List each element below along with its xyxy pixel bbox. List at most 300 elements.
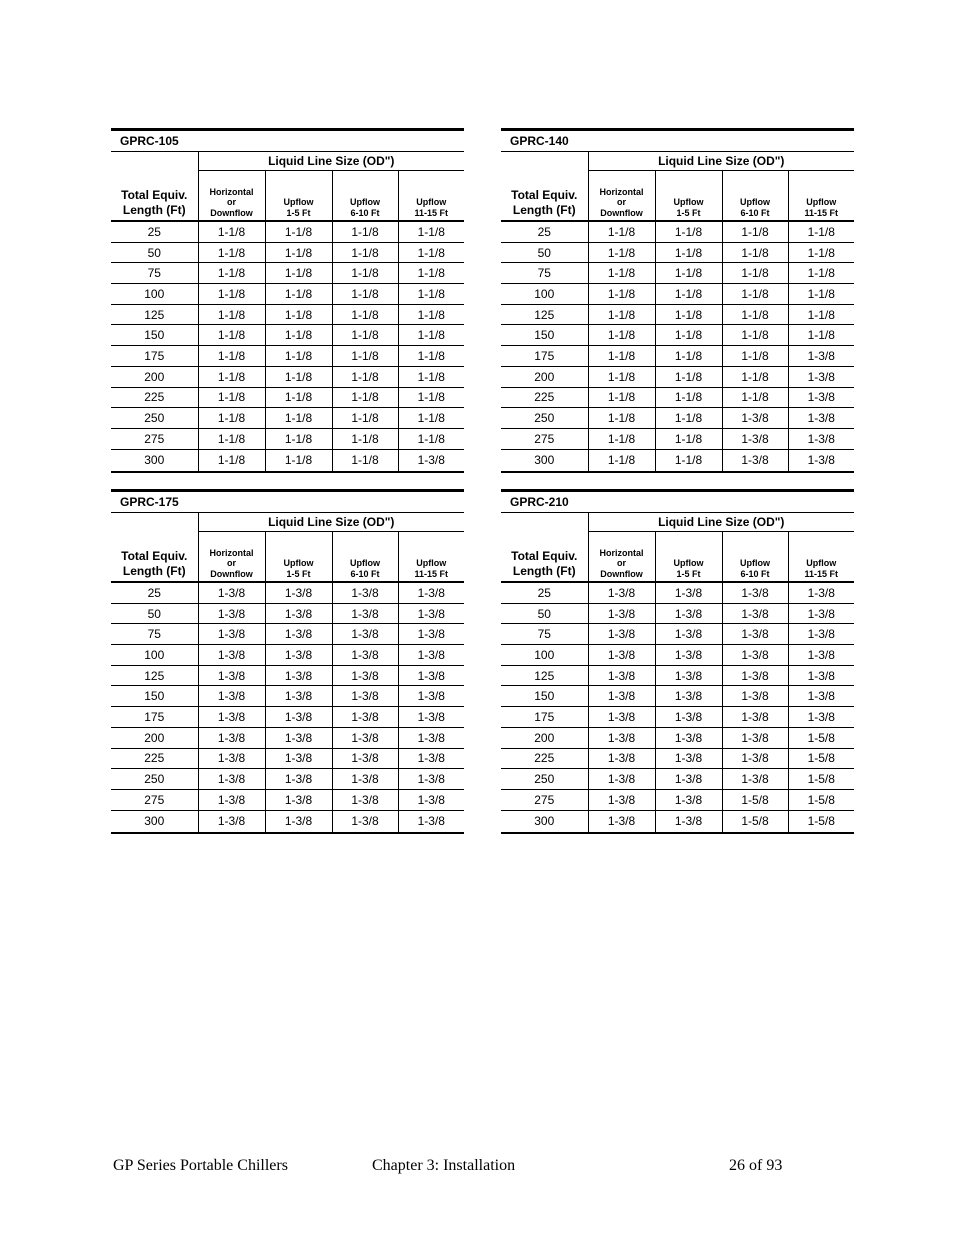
col-horizontal-header: Horizontal or Downflow [198, 171, 265, 222]
size-cell: 1-3/8 [398, 769, 464, 790]
liquid-line-size-header: Liquid Line Size (OD") [658, 154, 785, 168]
size-cell: 1-3/8 [788, 387, 854, 408]
length-cell: 75 [111, 624, 198, 645]
size-cell: 1-1/8 [332, 449, 398, 472]
size-cell: 1-1/8 [265, 325, 332, 346]
size-cell: 1-1/8 [655, 346, 722, 367]
size-cell: 1-3/8 [588, 810, 655, 833]
table-row [501, 366, 854, 387]
size-cell: 1-3/8 [655, 582, 722, 603]
size-cell: 1-1/8 [655, 366, 722, 387]
length-cell: 25 [111, 582, 198, 603]
size-cell: 1-3/8 [265, 603, 332, 624]
table-row [111, 789, 464, 810]
size-cell: 1-3/8 [722, 727, 788, 748]
size-cell: 1-3/8 [265, 686, 332, 707]
size-cell: 1-1/8 [588, 325, 655, 346]
table-row [111, 810, 464, 833]
length-header [111, 513, 198, 583]
size-cell: 1-1/8 [332, 304, 398, 325]
length-cell: 150 [501, 325, 588, 346]
size-cell: 1-3/8 [398, 810, 464, 833]
size-cell: 1-3/8 [722, 449, 788, 472]
size-cell: 1-1/8 [588, 428, 655, 449]
size-cell: 1-3/8 [788, 707, 854, 728]
size-cell: 1-3/8 [788, 582, 854, 603]
size-cell: 1-3/8 [198, 665, 265, 686]
length-cell: 50 [501, 603, 588, 624]
line-size-table-gprc-105 [111, 128, 464, 473]
length-cell: 275 [501, 428, 588, 449]
size-cell: 1-3/8 [198, 727, 265, 748]
length-header-line2: Length (Ft) [122, 203, 186, 217]
size-cell: 1-1/8 [588, 346, 655, 367]
size-cell: 1-1/8 [655, 325, 722, 346]
size-cell: 1-1/8 [588, 366, 655, 387]
size-cell: 1-1/8 [332, 284, 398, 305]
table-row [501, 408, 854, 429]
size-cell: 1-1/8 [722, 387, 788, 408]
size-cell: 1-3/8 [788, 449, 854, 472]
col-horizontal-header: Horizontal or Downflow [588, 171, 655, 222]
length-cell: 225 [111, 748, 198, 769]
size-cell: 1-5/8 [788, 789, 854, 810]
size-cell: 1-3/8 [265, 707, 332, 728]
size-cell: 1-5/8 [788, 727, 854, 748]
table-row [111, 346, 464, 367]
size-cell: 1-1/8 [722, 221, 788, 242]
size-cell: 1-1/8 [588, 242, 655, 263]
size-cell: 1-3/8 [788, 346, 854, 367]
size-cell: 1-1/8 [588, 263, 655, 284]
table-row [501, 346, 854, 367]
table-row [501, 603, 854, 624]
size-cell: 1-3/8 [722, 769, 788, 790]
size-cell: 1-1/8 [332, 366, 398, 387]
table-row [111, 769, 464, 790]
size-cell: 1-3/8 [265, 645, 332, 666]
table-row [501, 304, 854, 325]
size-cell: 1-1/8 [788, 221, 854, 242]
col-upflow-1-5-header: Upflow 1-5 Ft [265, 171, 332, 222]
size-cell: 1-1/8 [265, 387, 332, 408]
size-cell: 1-3/8 [265, 582, 332, 603]
table-row [111, 366, 464, 387]
size-cell: 1-1/8 [722, 284, 788, 305]
size-cell: 1-3/8 [788, 603, 854, 624]
size-cell: 1-3/8 [788, 686, 854, 707]
length-cell: 300 [111, 449, 198, 472]
size-cell: 1-1/8 [788, 242, 854, 263]
size-cell: 1-3/8 [198, 748, 265, 769]
size-cell: 1-3/8 [198, 582, 265, 603]
col-upflow-11-15-header: Upflow 11-15 Ft [398, 532, 464, 583]
size-cell: 1-3/8 [398, 665, 464, 686]
length-cell: 100 [501, 284, 588, 305]
size-cell: 1-3/8 [788, 408, 854, 429]
size-cell: 1-1/8 [265, 346, 332, 367]
size-cell: 1-3/8 [332, 789, 398, 810]
model-title: GPRC-210 [501, 492, 854, 513]
length-cell: 225 [111, 387, 198, 408]
length-cell: 50 [111, 242, 198, 263]
size-cell: 1-1/8 [655, 408, 722, 429]
size-cell: 1-3/8 [398, 727, 464, 748]
size-cell: 1-1/8 [332, 325, 398, 346]
size-cell: 1-1/8 [265, 428, 332, 449]
length-cell: 300 [501, 810, 588, 833]
size-cell: 1-1/8 [198, 428, 265, 449]
size-cell: 1-1/8 [265, 304, 332, 325]
size-cell: 1-1/8 [198, 304, 265, 325]
table-row [111, 645, 464, 666]
size-cell: 1-3/8 [722, 665, 788, 686]
table-row [501, 428, 854, 449]
length-cell: 150 [501, 686, 588, 707]
size-cell: 1-1/8 [398, 428, 464, 449]
size-cell: 1-1/8 [332, 346, 398, 367]
length-cell: 200 [501, 366, 588, 387]
size-cell: 1-1/8 [265, 449, 332, 472]
footer-left: GP Series Portable Chillers [113, 1157, 288, 1174]
table-row [111, 242, 464, 263]
length-cell: 250 [111, 408, 198, 429]
size-cell: 1-3/8 [398, 748, 464, 769]
size-cell: 1-3/8 [655, 789, 722, 810]
table-row [501, 665, 854, 686]
col-horizontal-header: Horizontal or Downflow [198, 532, 265, 583]
line-size-table-gprc-210 [501, 489, 854, 834]
size-cell: 1-1/8 [655, 387, 722, 408]
size-cell: 1-1/8 [588, 304, 655, 325]
size-cell: 1-3/8 [332, 748, 398, 769]
size-cell: 1-1/8 [198, 449, 265, 472]
size-cell: 1-1/8 [398, 304, 464, 325]
size-cell: 1-1/8 [332, 408, 398, 429]
size-cell: 1-1/8 [265, 242, 332, 263]
table-row [111, 727, 464, 748]
size-cell: 1-3/8 [722, 582, 788, 603]
size-cell: 1-1/8 [332, 242, 398, 263]
length-cell: 225 [501, 387, 588, 408]
size-cell: 1-3/8 [588, 624, 655, 645]
length-cell: 175 [501, 346, 588, 367]
table-row [501, 325, 854, 346]
length-cell: 275 [111, 428, 198, 449]
col-upflow-6-10-header: Upflow 6-10 Ft [722, 171, 788, 222]
length-cell: 300 [111, 810, 198, 833]
table-row [501, 748, 854, 769]
length-cell: 200 [111, 727, 198, 748]
size-cell: 1-1/8 [198, 242, 265, 263]
size-cell: 1-1/8 [332, 263, 398, 284]
size-cell: 1-1/8 [265, 263, 332, 284]
size-cell: 1-1/8 [198, 221, 265, 242]
line-size-table-gprc-175 [111, 489, 464, 834]
size-cell: 1-1/8 [788, 325, 854, 346]
table-row [111, 408, 464, 429]
size-cell: 1-1/8 [198, 408, 265, 429]
size-cell: 1-3/8 [398, 449, 464, 472]
size-cell: 1-1/8 [198, 366, 265, 387]
size-cell: 1-3/8 [265, 769, 332, 790]
size-cell: 1-1/8 [398, 387, 464, 408]
length-cell: 125 [111, 665, 198, 686]
size-cell: 1-3/8 [332, 582, 398, 603]
length-cell: 150 [111, 686, 198, 707]
size-cell: 1-1/8 [265, 366, 332, 387]
size-cell: 1-3/8 [265, 624, 332, 645]
size-cell: 1-1/8 [265, 284, 332, 305]
size-cell: 1-1/8 [655, 263, 722, 284]
size-cell: 1-3/8 [198, 645, 265, 666]
size-cell: 1-1/8 [332, 428, 398, 449]
size-cell: 1-5/8 [788, 810, 854, 833]
size-cell: 1-1/8 [198, 284, 265, 305]
length-header [501, 152, 588, 222]
col-upflow-6-10-header: Upflow 6-10 Ft [332, 171, 398, 222]
length-cell: 25 [111, 221, 198, 242]
size-cell: 1-3/8 [332, 769, 398, 790]
length-cell: 275 [501, 789, 588, 810]
size-cell: 1-3/8 [655, 603, 722, 624]
size-cell: 1-1/8 [198, 387, 265, 408]
table-row [501, 810, 854, 833]
length-cell: 75 [501, 624, 588, 645]
table-row [111, 748, 464, 769]
length-header-line1: Total Equiv. [121, 549, 188, 563]
size-cell: 1-3/8 [655, 748, 722, 769]
size-cell: 1-1/8 [655, 304, 722, 325]
table-row [111, 582, 464, 603]
size-cell: 1-1/8 [588, 449, 655, 472]
col-upflow-6-10-header: Upflow 6-10 Ft [332, 532, 398, 583]
footer-center: Chapter 3: Installation [372, 1157, 516, 1174]
col-upflow-11-15-header: Upflow 11-15 Ft [788, 532, 854, 583]
table-row [501, 769, 854, 790]
size-cell: 1-3/8 [398, 789, 464, 810]
size-cell: 1-3/8 [588, 769, 655, 790]
table-row [111, 284, 464, 305]
table-row [501, 624, 854, 645]
size-cell: 1-3/8 [398, 603, 464, 624]
length-cell: 75 [501, 263, 588, 284]
size-cell: 1-1/8 [398, 408, 464, 429]
length-cell: 250 [111, 769, 198, 790]
length-cell: 200 [111, 366, 198, 387]
size-cell: 1-1/8 [788, 284, 854, 305]
length-cell: 75 [111, 263, 198, 284]
size-cell: 1-3/8 [788, 624, 854, 645]
size-cell: 1-3/8 [655, 645, 722, 666]
table-row [111, 325, 464, 346]
size-cell: 1-1/8 [722, 304, 788, 325]
size-cell: 1-1/8 [655, 428, 722, 449]
length-cell: 250 [501, 408, 588, 429]
size-cell: 1-3/8 [265, 727, 332, 748]
length-cell: 175 [111, 707, 198, 728]
size-cell: 1-3/8 [655, 707, 722, 728]
length-header-line2: Length (Ft) [512, 564, 576, 578]
model-title: GPRC-175 [111, 492, 464, 513]
size-cell: 1-3/8 [722, 428, 788, 449]
size-cell: 1-3/8 [722, 645, 788, 666]
table-row [111, 304, 464, 325]
size-cell: 1-3/8 [788, 366, 854, 387]
size-cell: 1-3/8 [332, 645, 398, 666]
size-cell: 1-1/8 [588, 387, 655, 408]
size-cell: 1-1/8 [655, 242, 722, 263]
table-row [501, 727, 854, 748]
size-cell: 1-3/8 [588, 665, 655, 686]
size-cell: 1-3/8 [655, 810, 722, 833]
size-cell: 1-3/8 [588, 707, 655, 728]
table-row [501, 582, 854, 603]
size-cell: 1-3/8 [265, 789, 332, 810]
size-cell: 1-5/8 [788, 748, 854, 769]
size-cell: 1-3/8 [722, 748, 788, 769]
size-cell: 1-3/8 [332, 603, 398, 624]
size-cell: 1-1/8 [398, 263, 464, 284]
size-cell: 1-3/8 [198, 789, 265, 810]
size-cell: 1-3/8 [722, 686, 788, 707]
size-cell: 1-3/8 [332, 727, 398, 748]
size-cell: 1-3/8 [788, 645, 854, 666]
size-cell: 1-3/8 [198, 769, 265, 790]
size-cell: 1-1/8 [198, 263, 265, 284]
size-cell: 1-1/8 [198, 346, 265, 367]
col-upflow-11-15-header: Upflow 11-15 Ft [398, 171, 464, 222]
length-header-line1: Total Equiv. [511, 549, 578, 563]
size-cell: 1-3/8 [398, 624, 464, 645]
length-header-line2: Length (Ft) [122, 564, 186, 578]
size-cell: 1-1/8 [398, 325, 464, 346]
size-cell: 1-3/8 [198, 603, 265, 624]
size-cell: 1-3/8 [655, 624, 722, 645]
length-cell: 225 [501, 748, 588, 769]
col-upflow-1-5-header: Upflow 1-5 Ft [265, 532, 332, 583]
length-cell: 25 [501, 582, 588, 603]
table-row [501, 686, 854, 707]
size-cell: 1-1/8 [398, 242, 464, 263]
size-cell: 1-1/8 [398, 284, 464, 305]
size-cell: 1-3/8 [722, 624, 788, 645]
size-cell: 1-1/8 [265, 408, 332, 429]
size-cell: 1-3/8 [198, 707, 265, 728]
table-row [111, 428, 464, 449]
size-cell: 1-1/8 [398, 221, 464, 242]
size-cell: 1-3/8 [655, 665, 722, 686]
size-cell: 1-5/8 [722, 789, 788, 810]
size-cell: 1-1/8 [588, 408, 655, 429]
col-upflow-11-15-header: Upflow 11-15 Ft [788, 171, 854, 222]
table-row [501, 387, 854, 408]
length-cell: 50 [111, 603, 198, 624]
size-cell: 1-3/8 [588, 748, 655, 769]
length-cell: 125 [501, 665, 588, 686]
length-header-line1: Total Equiv. [121, 188, 188, 202]
size-cell: 1-1/8 [722, 242, 788, 263]
size-cell: 1-3/8 [398, 686, 464, 707]
size-cell: 1-1/8 [332, 387, 398, 408]
table-row [501, 221, 854, 242]
table-row [501, 263, 854, 284]
size-cell: 1-1/8 [398, 346, 464, 367]
size-cell: 1-1/8 [788, 263, 854, 284]
model-title: GPRC-140 [501, 131, 854, 152]
length-header [501, 513, 588, 583]
size-cell: 1-5/8 [788, 769, 854, 790]
col-upflow-1-5-header: Upflow 1-5 Ft [655, 532, 722, 583]
liquid-line-size-header: Liquid Line Size (OD") [658, 515, 785, 529]
length-cell: 150 [111, 325, 198, 346]
size-cell: 1-1/8 [655, 284, 722, 305]
col-horizontal-header: Horizontal or Downflow [588, 532, 655, 583]
col-upflow-6-10-header: Upflow 6-10 Ft [722, 532, 788, 583]
size-cell: 1-3/8 [198, 810, 265, 833]
length-cell: 300 [501, 449, 588, 472]
length-cell: 200 [501, 727, 588, 748]
length-cell: 50 [501, 242, 588, 263]
size-cell: 1-1/8 [722, 346, 788, 367]
size-cell: 1-1/8 [722, 263, 788, 284]
size-cell: 1-1/8 [398, 366, 464, 387]
size-cell: 1-1/8 [722, 325, 788, 346]
size-cell: 1-3/8 [588, 727, 655, 748]
size-cell: 1-3/8 [398, 582, 464, 603]
size-cell: 1-3/8 [588, 789, 655, 810]
size-cell: 1-3/8 [655, 686, 722, 707]
length-cell: 175 [501, 707, 588, 728]
table-row [501, 242, 854, 263]
size-cell: 1-3/8 [265, 665, 332, 686]
table-row [501, 449, 854, 472]
model-title: GPRC-105 [111, 131, 464, 152]
size-cell: 1-3/8 [265, 748, 332, 769]
size-cell: 1-3/8 [655, 769, 722, 790]
table-row [111, 707, 464, 728]
length-header-line2: Length (Ft) [512, 203, 576, 217]
size-cell: 1-3/8 [332, 686, 398, 707]
size-cell: 1-3/8 [398, 645, 464, 666]
length-cell: 125 [501, 304, 588, 325]
size-cell: 1-1/8 [788, 304, 854, 325]
size-cell: 1-1/8 [198, 325, 265, 346]
size-cell: 1-3/8 [788, 665, 854, 686]
size-cell: 1-3/8 [332, 810, 398, 833]
size-cell: 1-1/8 [655, 449, 722, 472]
length-cell: 100 [111, 645, 198, 666]
size-cell: 1-3/8 [722, 603, 788, 624]
size-cell: 1-1/8 [588, 221, 655, 242]
length-cell: 125 [111, 304, 198, 325]
size-cell: 1-3/8 [332, 707, 398, 728]
table-row [111, 665, 464, 686]
table-row [111, 221, 464, 242]
table-row [501, 645, 854, 666]
length-cell: 100 [501, 645, 588, 666]
size-cell: 1-3/8 [398, 707, 464, 728]
table-row [111, 263, 464, 284]
size-cell: 1-3/8 [198, 624, 265, 645]
footer-page-number: 26 of 93 [729, 1157, 783, 1174]
size-cell: 1-3/8 [332, 665, 398, 686]
size-cell: 1-3/8 [722, 408, 788, 429]
table-row [111, 387, 464, 408]
length-cell: 25 [501, 221, 588, 242]
length-cell: 175 [111, 346, 198, 367]
table-row [111, 449, 464, 472]
